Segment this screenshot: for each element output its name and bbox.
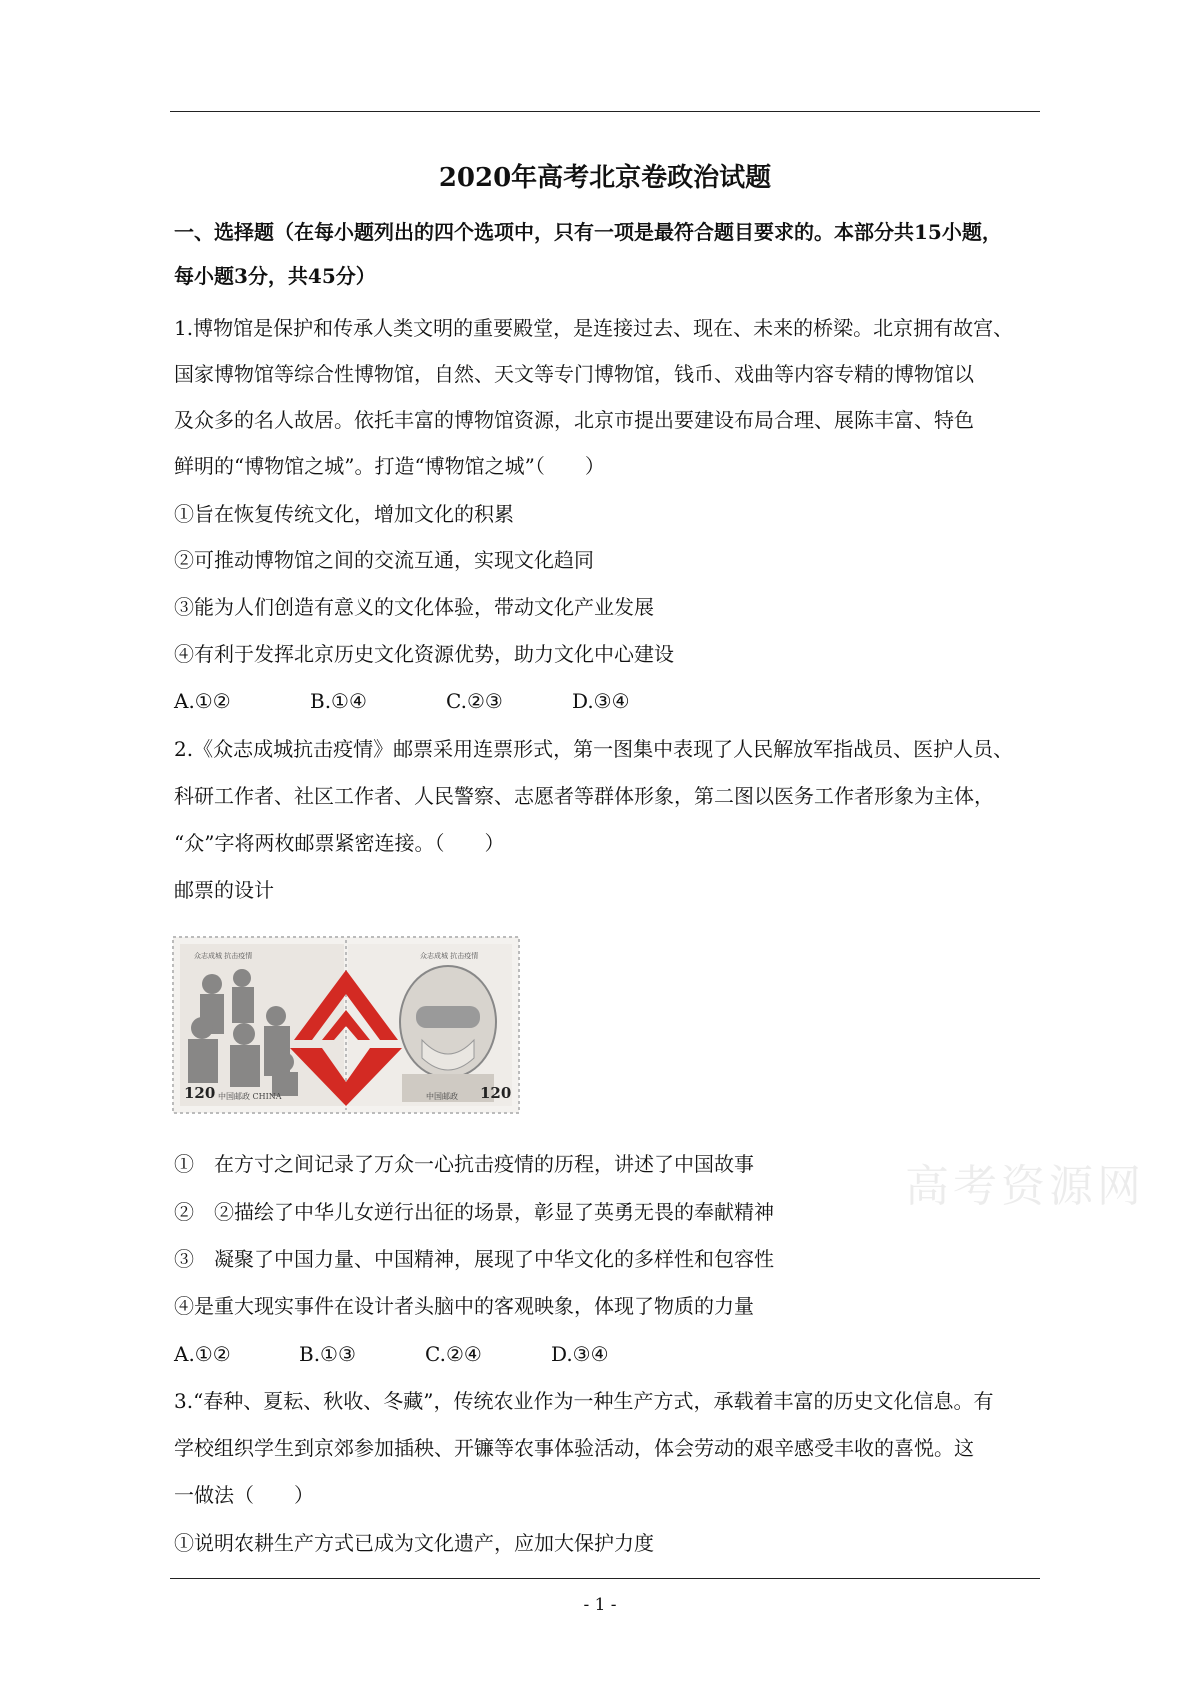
stamp-image bbox=[172, 936, 520, 1114]
q2-option-a[interactable]: A.①② bbox=[174, 1342, 231, 1366]
q1-statement: ④有利于发挥北京历史文化资源优势，助力文化中心建设 bbox=[174, 642, 674, 666]
stamp-left-value: 120 bbox=[184, 1084, 216, 1102]
q2-stem-line: “众”字将两枚邮票紧密连接。（ ） bbox=[174, 831, 505, 855]
q2-option-b[interactable]: B.①③ bbox=[299, 1342, 356, 1366]
q1-statement: ③能为人们创造有意义的文化体验，带动文化产业发展 bbox=[174, 595, 654, 619]
q1-stem-line: 国家博物馆等综合性博物馆，自然、天文等专门博物馆，钱币、戏曲等内容专精的博物馆以 bbox=[174, 362, 974, 386]
q2-option-c[interactable]: C.②④ bbox=[425, 1342, 482, 1366]
q1-option-c[interactable]: C.②③ bbox=[446, 689, 503, 713]
stamp-right-value: 120 bbox=[480, 1084, 512, 1102]
q1-stem-line: 1.博物馆是保护和传承人类文明的重要殿堂，是连接过去、现在、未来的桥梁。北京拥有故宫、 bbox=[174, 316, 1014, 340]
q1-stem-line: 鲜明的“博物馆之城”。打造“博物馆之城”（ ） bbox=[174, 454, 605, 478]
q3-stem-line: 学校组织学生到京郊参加插秧、开镰等农事体验活动，体会劳动的艰辛感受丰收的喜悦。这 bbox=[174, 1436, 974, 1460]
q1-option-a[interactable]: A.①② bbox=[174, 689, 231, 713]
q1-option-b[interactable]: B.①④ bbox=[310, 689, 367, 713]
section-heading-line-1: 一、选择题（在每小题列出的四个选项中，只有一项是最符合题目要求的。本部分共15小题， bbox=[174, 220, 1002, 244]
watermark: 高考资源网 bbox=[905, 1161, 1145, 1212]
q1-option-d[interactable]: D.③④ bbox=[572, 689, 630, 713]
q1-stem-line: 及众多的名人故居。依托丰富的博物馆资源，北京市提出要建设布局合理、展陈丰富、特色 bbox=[174, 408, 974, 432]
stamp-right-footer: 中国邮政 bbox=[426, 1092, 458, 1101]
footer-rule bbox=[170, 1578, 1040, 1579]
stamp-left-footer: 中国邮政 CHINA bbox=[218, 1092, 282, 1101]
q1-options bbox=[174, 687, 630, 715]
q1-statement: ①旨在恢复传统文化，增加文化的积累 bbox=[174, 502, 514, 526]
page-number: - 1 - bbox=[583, 1595, 617, 1615]
section-heading-line-2: 每小题3分，共45分） bbox=[174, 264, 376, 288]
q2-stem-line: 科研工作者、社区工作者、人民警察、志愿者等群体形象，第二图以医务工作者形象为主体， bbox=[174, 784, 994, 808]
q3-stem-line: 一做法（ ） bbox=[174, 1483, 314, 1507]
q1-statement: ②可推动博物馆之间的交流互通，实现文化趋同 bbox=[174, 548, 594, 572]
q2-stem-line: 2.《众志成城抗击疫情》邮票采用连票形式，第一图集中表现了人民解放军指战员、医护人员、 bbox=[174, 737, 1014, 761]
q2-options bbox=[174, 1340, 609, 1368]
header-rule bbox=[170, 111, 1040, 112]
page-title: 2020年高考北京卷政治试题 bbox=[438, 163, 772, 193]
q2-statement: ① 在方寸之间记录了万众一心抗击疫情的历程，讲述了中国故事 bbox=[174, 1152, 754, 1176]
q2-statement: ② ②描绘了中华儿女逆行出征的场景，彰显了英勇无畏的奉献精神 bbox=[174, 1200, 774, 1224]
q2-statement: ④是重大现实事件在设计者头脑中的客观映象，体现了物质的力量 bbox=[174, 1294, 754, 1318]
stamp-medical-worker bbox=[400, 966, 496, 1102]
q2-statement: ③ 凝聚了中国力量、中国精神，展现了中华文化的多样性和包容性 bbox=[174, 1247, 774, 1271]
q2-caption: 邮票的设计 bbox=[174, 878, 274, 902]
q3-statement: ①说明农耕生产方式已成为文化遗产，应加大保护力度 bbox=[174, 1531, 654, 1555]
stamp-left-header: 众志成城 抗击疫情 bbox=[194, 952, 253, 960]
q3-stem-line: 3.“春种、夏耘、秋收、冬藏”，传统农业作为一种生产方式，承载着丰富的历史文化信息。有 bbox=[174, 1389, 994, 1413]
stamp-right-header: 众志成城 抗击疫情 bbox=[420, 952, 479, 960]
q2-option-d[interactable]: D.③④ bbox=[551, 1342, 609, 1366]
